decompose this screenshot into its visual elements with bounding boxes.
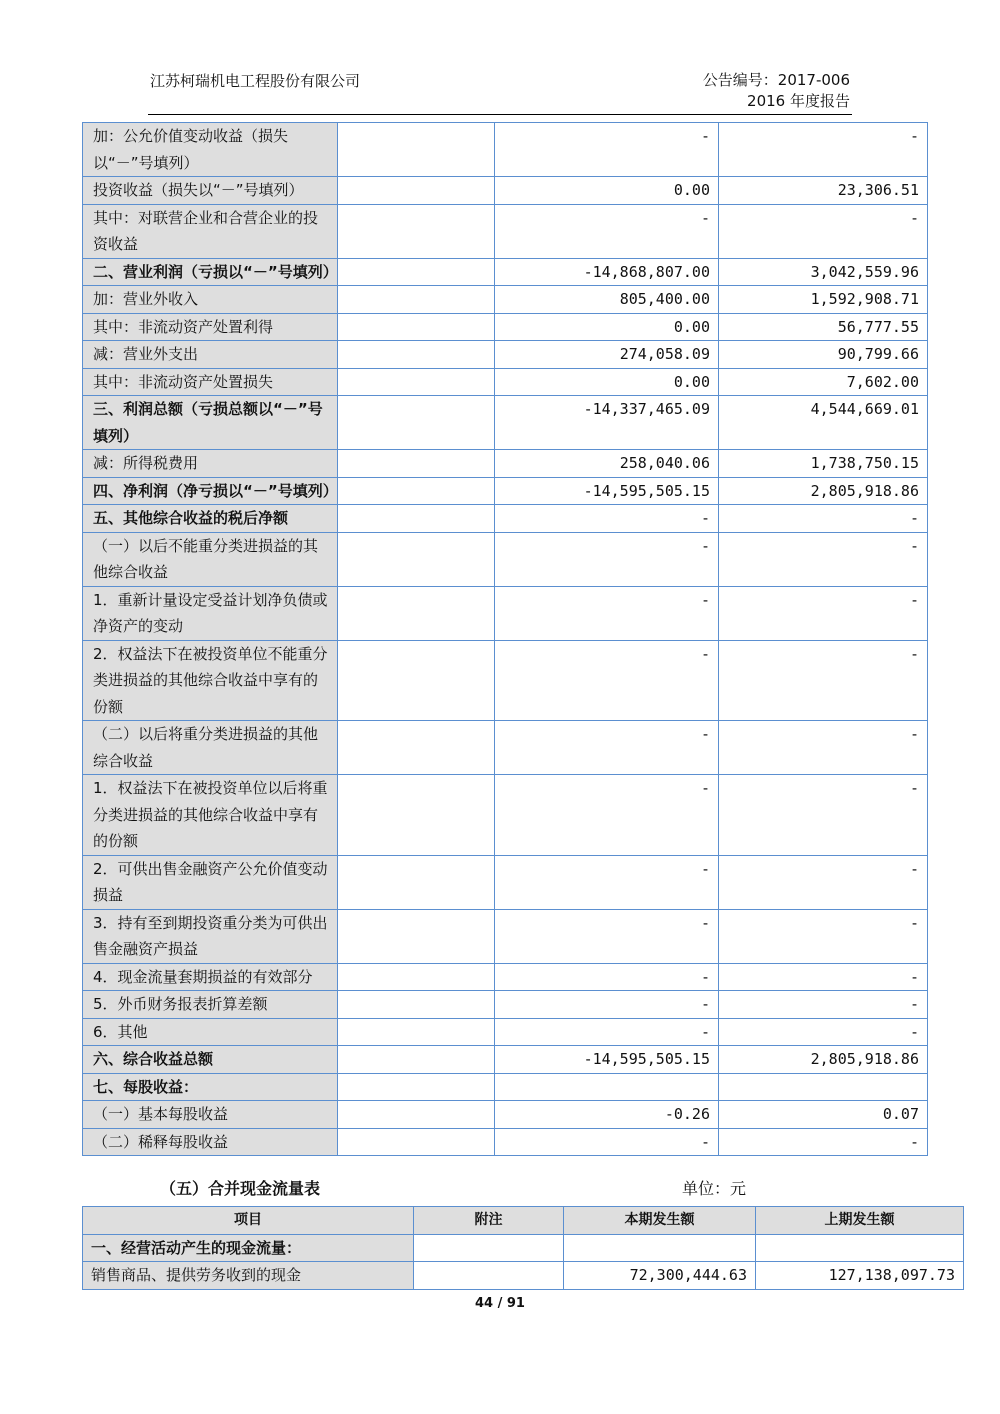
- row-label: 4．现金流量套期损益的有效部分: [83, 963, 338, 991]
- row-note: [338, 204, 495, 258]
- row-prior-amount: 4,544,669.01: [719, 396, 928, 450]
- row-label: 投资收益（损失以“－”号填列）: [83, 177, 338, 205]
- row-current-amount: -: [495, 123, 719, 177]
- row-current-amount: 0.00: [495, 313, 719, 341]
- row-note: [338, 532, 495, 586]
- row-note: [338, 586, 495, 640]
- report-title: 2016 年度报告: [747, 92, 850, 110]
- row-prior-amount: 2,805,918.86: [719, 1046, 928, 1074]
- table-row: [83, 505, 928, 533]
- row-label: 2．可供出售金融资产公允价值变动损益: [83, 855, 338, 909]
- header-item: 项目: [83, 1207, 414, 1235]
- row-prior-amount: [719, 1073, 928, 1101]
- row-note: [338, 396, 495, 450]
- table-row: [83, 991, 928, 1019]
- row-label: 销售商品、提供劳务收到的现金: [83, 1262, 414, 1290]
- row-label: 一、经营活动产生的现金流量：: [83, 1234, 414, 1262]
- header-note: 附注: [414, 1207, 564, 1235]
- table-row: [83, 341, 928, 369]
- table-row: [83, 1073, 928, 1101]
- row-current-amount: [564, 1234, 756, 1262]
- row-current-amount: -: [495, 721, 719, 775]
- row-prior-amount: -: [719, 963, 928, 991]
- table-row: [83, 640, 928, 721]
- row-note: [338, 341, 495, 369]
- table-row: [83, 1262, 964, 1290]
- table-row: [83, 258, 928, 286]
- row-prior-amount: -: [719, 505, 928, 533]
- row-label: 5．外币财务报表折算差额: [83, 991, 338, 1019]
- row-current-amount: 72,300,444.63: [564, 1262, 756, 1290]
- row-label: 四、净利润（净亏损以“－”号填列）: [83, 477, 338, 505]
- table-row: [83, 1046, 928, 1074]
- row-prior-amount: -: [719, 532, 928, 586]
- row-prior-amount: 56,777.55: [719, 313, 928, 341]
- row-label: 五、其他综合收益的税后净额: [83, 505, 338, 533]
- table-row: [83, 368, 928, 396]
- row-prior-amount: -: [719, 204, 928, 258]
- row-current-amount: -0.26: [495, 1101, 719, 1129]
- row-prior-amount: -: [719, 909, 928, 963]
- row-note: [338, 963, 495, 991]
- row-note: [338, 1128, 495, 1156]
- row-prior-amount: 0.07: [719, 1101, 928, 1129]
- table-row: [83, 1101, 928, 1129]
- header-divider: [148, 114, 852, 115]
- table-row: [83, 313, 928, 341]
- table-row: [83, 1018, 928, 1046]
- table-row: [83, 177, 928, 205]
- header-prior: 上期发生额: [756, 1207, 964, 1235]
- row-note: [338, 1046, 495, 1074]
- row-note: [338, 477, 495, 505]
- row-label: 三、利润总额（亏损总额以“－”号填列）: [83, 396, 338, 450]
- table-row: [83, 855, 928, 909]
- row-note: [338, 450, 495, 478]
- row-current-amount: 274,058.09: [495, 341, 719, 369]
- row-label: 3．持有至到期投资重分类为可供出售金融资产损益: [83, 909, 338, 963]
- table-row: [83, 721, 928, 775]
- row-prior-amount: 3,042,559.96: [719, 258, 928, 286]
- row-prior-amount: 23,306.51: [719, 177, 928, 205]
- row-current-amount: -: [495, 204, 719, 258]
- notice-number: 公告编号：2017-006: [702, 71, 850, 89]
- row-prior-amount: 1,592,908.71: [719, 286, 928, 314]
- row-label: 其中：非流动资产处置利得: [83, 313, 338, 341]
- row-prior-amount: -: [719, 1128, 928, 1156]
- row-label: （二）稀释每股收益: [83, 1128, 338, 1156]
- row-current-amount: -: [495, 775, 719, 856]
- row-label: （二）以后将重分类进损益的其他综合收益: [83, 721, 338, 775]
- row-label: 1．权益法下在被投资单位以后将重分类进损益的其他综合收益中享有的份额: [83, 775, 338, 856]
- row-prior-amount: 2,805,918.86: [719, 477, 928, 505]
- row-label: 减：所得税费用: [83, 450, 338, 478]
- row-label: （一）基本每股收益: [83, 1101, 338, 1129]
- table-row: [83, 775, 928, 856]
- row-current-amount: -14,595,505.15: [495, 1046, 719, 1074]
- table-row: [83, 909, 928, 963]
- row-current-amount: -: [495, 1018, 719, 1046]
- table-row: [83, 123, 928, 177]
- row-prior-amount: [756, 1234, 964, 1262]
- row-note: [338, 1073, 495, 1101]
- row-prior-amount: 90,799.66: [719, 341, 928, 369]
- row-current-amount: -: [495, 586, 719, 640]
- row-prior-amount: -: [719, 775, 928, 856]
- row-note: [414, 1234, 564, 1262]
- row-note: [338, 505, 495, 533]
- table-row: [83, 286, 928, 314]
- cashflow-table: [82, 1206, 964, 1290]
- row-current-amount: 0.00: [495, 368, 719, 396]
- row-note: [338, 775, 495, 856]
- table-row: [83, 1128, 928, 1156]
- row-prior-amount: 7,602.00: [719, 368, 928, 396]
- row-note: [338, 640, 495, 721]
- table-row: [83, 477, 928, 505]
- row-current-amount: 805,400.00: [495, 286, 719, 314]
- row-current-amount: -: [495, 532, 719, 586]
- table-header-row: [83, 1207, 964, 1235]
- cashflow-title: （五）合并现金流量表: [160, 1179, 321, 1198]
- row-prior-amount: -: [719, 991, 928, 1019]
- unit-label: 单位：元: [682, 1179, 747, 1198]
- row-current-amount: 0.00: [495, 177, 719, 205]
- row-current-amount: [495, 1073, 719, 1101]
- row-label: 2．权益法下在被投资单位不能重分类进损益的其他综合收益中享有的份额: [83, 640, 338, 721]
- table-row: [83, 450, 928, 478]
- row-current-amount: -: [495, 1128, 719, 1156]
- report-info: [703, 70, 850, 112]
- row-prior-amount: -: [719, 640, 928, 721]
- table-row: [83, 1234, 964, 1262]
- row-prior-amount: -: [719, 1018, 928, 1046]
- row-current-amount: -: [495, 909, 719, 963]
- row-note: [338, 855, 495, 909]
- row-note: [338, 286, 495, 314]
- row-label: （一）以后不能重分类进损益的其他综合收益: [83, 532, 338, 586]
- row-label: 二、营业利润（亏损以“－”号填列）: [83, 258, 338, 286]
- row-prior-amount: -: [719, 586, 928, 640]
- row-label: 加：营业外收入: [83, 286, 338, 314]
- table-row: [83, 396, 928, 450]
- row-label: 减：营业外支出: [83, 341, 338, 369]
- row-current-amount: -: [495, 640, 719, 721]
- row-prior-amount: -: [719, 123, 928, 177]
- row-note: [338, 258, 495, 286]
- row-label: 六、综合收益总额: [83, 1046, 338, 1074]
- row-note: [338, 123, 495, 177]
- row-current-amount: -14,868,807.00: [495, 258, 719, 286]
- row-current-amount: -14,595,505.15: [495, 477, 719, 505]
- row-note: [338, 721, 495, 775]
- row-current-amount: -: [495, 991, 719, 1019]
- row-current-amount: -: [495, 855, 719, 909]
- header-current: 本期发生额: [564, 1207, 756, 1235]
- company-name: 江苏柯瑞机电工程股份有限公司: [150, 72, 361, 90]
- row-prior-amount: -: [719, 855, 928, 909]
- row-label: 加：公允价值变动收益（损失以“－”号填列）: [83, 123, 338, 177]
- income-statement-table: [82, 122, 928, 1156]
- row-current-amount: -14,337,465.09: [495, 396, 719, 450]
- table-row: [83, 963, 928, 991]
- table-row: [83, 532, 928, 586]
- row-current-amount: -: [495, 505, 719, 533]
- row-label: 其中：对联营企业和合营企业的投资收益: [83, 204, 338, 258]
- row-prior-amount: -: [719, 721, 928, 775]
- row-note: [338, 313, 495, 341]
- row-note: [338, 991, 495, 1019]
- page-number: 44 / 91: [475, 1296, 525, 1311]
- row-label: 七、每股收益：: [83, 1073, 338, 1101]
- row-prior-amount: 127,138,097.73: [756, 1262, 964, 1290]
- table-row: [83, 586, 928, 640]
- table-row: [83, 204, 928, 258]
- row-label: 其中：非流动资产处置损失: [83, 368, 338, 396]
- row-note: [414, 1262, 564, 1290]
- row-current-amount: 258,040.06: [495, 450, 719, 478]
- row-prior-amount: 1,738,750.15: [719, 450, 928, 478]
- row-note: [338, 909, 495, 963]
- row-label: 6．其他: [83, 1018, 338, 1046]
- row-current-amount: -: [495, 963, 719, 991]
- row-note: [338, 177, 495, 205]
- row-note: [338, 1101, 495, 1129]
- row-label: 1．重新计量设定受益计划净负债或净资产的变动: [83, 586, 338, 640]
- row-note: [338, 1018, 495, 1046]
- row-note: [338, 368, 495, 396]
